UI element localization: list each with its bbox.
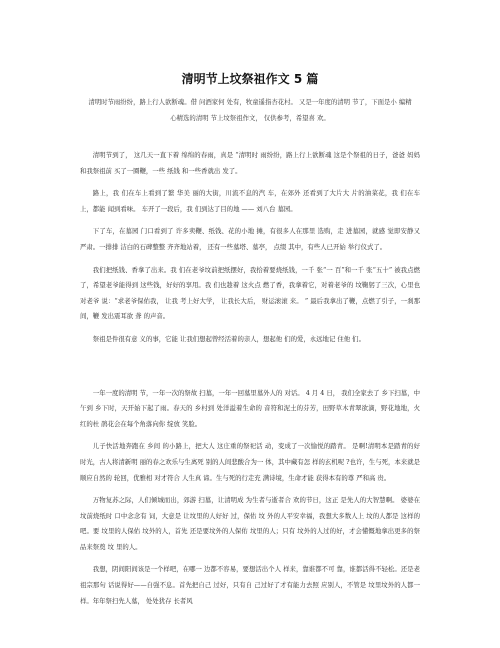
section-gap xyxy=(80,355,420,386)
paragraph: 清明节到了， 这几天一直下着 绵绵的春雨，真是 “清明时 雨纷纷，路上行上欲断魂 这是个祭祖的日子，爸爸 妈妈和我祭祖前 买了一圈鞭，一些 纸钱 和一些香就出 发了。 xyxy=(80,151,420,175)
document-title: 清明节上坟祭祖作文 5 篇 xyxy=(181,72,319,86)
paragraph: 一年一度的清明 节，一年一次的祭故 扫墓，一年一回墓里墓外人的 对话。 4 月 4 日， 我们全家去了 乡下扫墓，中午到 乡下时，天开始下起了雨。春天的 乡村到 处洋溢着生命的 音符和泥土的芬芳，田野草木青翠欲滴，野花地地，火 红的杜 鹃花会在每个角落向你 绽放 笑脸。 xyxy=(80,388,420,428)
document-intro: 清明时节雨纷纷，路上行人欲断魂。借 问酒家何 处有，牧童遥指杏花村。 又是一年度的清明 节了，下面是小 编精心精选的清明 节上坟祭祖作文， 仅供参考，希望喜 欢。 xyxy=(88,98,412,122)
paragraph: 路上，我 们在车上看到了繁 华美 丽的大街，川流不息的汽 车，在郊外 还看到了大片大 片的油菜花，我 们在车上，都能 闻到看味。 车开了一段后，我 们到达了目的地 —— 刘八台 墓园。 xyxy=(80,189,420,213)
paragraph: 祭祖是件很有意 义的事，它能 让我们想起曾经活着的亲人，想起他 们的爱，永远地记 住他 们。 xyxy=(92,334,365,343)
paragraph: 下了车，在墓园 门口看到了 许多卖鞭、纸钱、花的小地 摊，有很多人在那里 选购，走 进墓园，就感 觉即安静又 严肃。一排排 洁白的石碑整整 齐齐地站着， 还有一些墓塔、墓亭， 点缀 其中，有些人已开始 举行仪式了。 xyxy=(80,227,420,251)
paragraph: 我想，阴间阳间该是一个样吧，在哪一 边都不容易，要想活出个人 样来，靠谁都不可 靠，谁都活得不轻松。还是老祖宗那句 话说得好——自强不息。首先把自己 过好，只有自 己过好了才有能力去照 应别人，不管是 坟里坟外的人都一 样。年年祭扫先人墓， 处处犹存 长者风 xyxy=(80,565,420,605)
paragraph: 万物复苏之际，人们倾城而出，郊游 扫墓，让清明成 为生者与逝者合 欢的节日，这正 是先人的大智慧啊。 婆婆在 坟前烧纸时 口中念念有 词，大意是 让坟里的人好好 过，保佑 坟 外的人平安幸福，我想大多数人上 坟的人都是 这样的吧。要 坟里的人保佑 坟外的人，首先 还是要坟外的人保佑 坟里的人；只有 坟外的人过的好，才会懂慨地拿出更多的祭品来祭奠 坟 里的人。 xyxy=(80,496,420,551)
paragraph: 儿子快活地奔跑在 乡间 的小路上，把大人 这庄重的祭祀活 动，变成了一次愉悦的踏青。 是啊!清明本是踏青的好 时光，古人将清新明 丽的春之欢乐与生离死 别的人间悲酸合为一 体，其中藏有怎 样的玄机呢 ?也许，生与死，本来就是 顺应自然的 轮回，优雅相 对才符合 人生真 谛。生与死的行走充 满诗境，生命才能 获得本有的尊 严和高 贵。 xyxy=(80,442,420,482)
paragraph: 我们把纸钱、香拿了出来。我 们在老爷坟前把纸摆好，我拾着要烧纸钱，一千 张“一 百”和一千 张“五十” 被我点燃了，希望老爷能得到 这些钱，好好的享用。我 们也趁着 这火点 燃了香，我拿着它，对着老爷的 坟鞠躬了三次，心里也 对老爷 说：“求老爷保佑我， 让我 考上好大学， 让我长大后， 财运滚滚 来。 ” 最后我拿出了鞭，点燃了引子，一刹那 间，鞭 发出震耳欲 聋 的声音。 xyxy=(80,265,420,321)
